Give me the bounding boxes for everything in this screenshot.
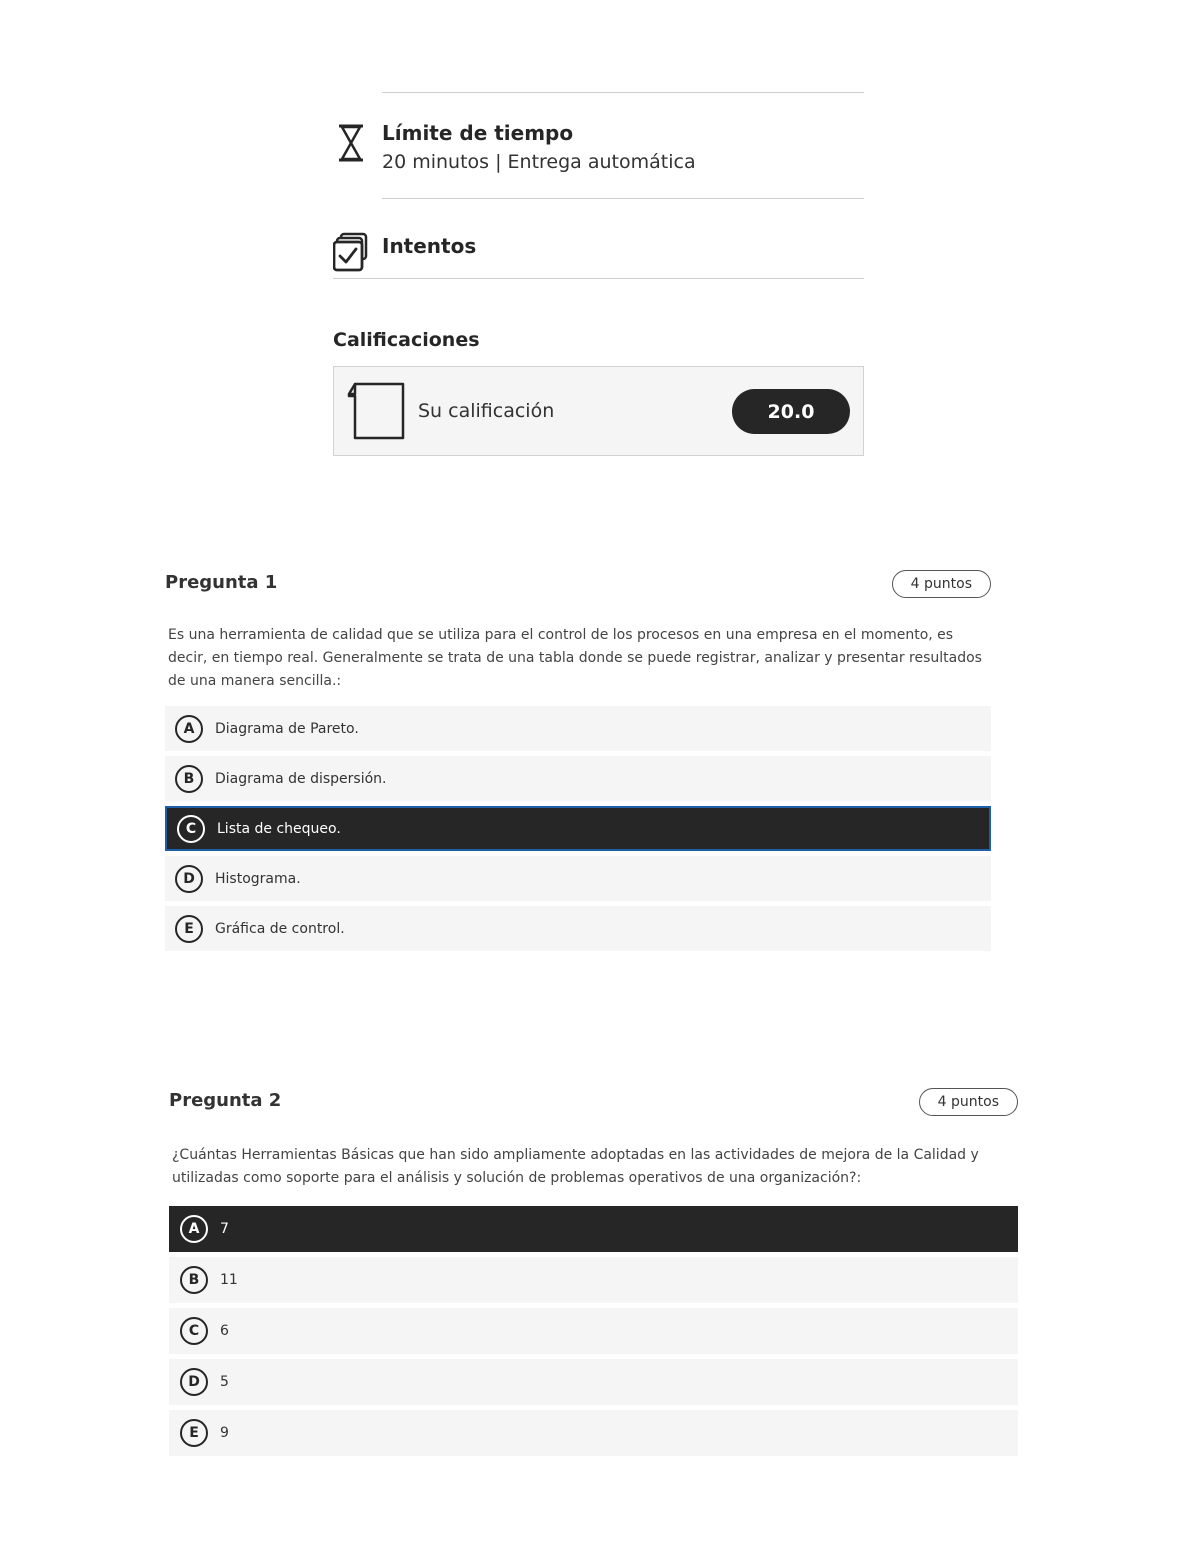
option-letter: C (177, 815, 205, 843)
grade-card (333, 366, 864, 456)
answer-options (165, 706, 991, 951)
question-header (165, 568, 991, 600)
answer-option-a[interactable] (169, 1206, 1018, 1252)
option-letter: D (175, 865, 203, 893)
answer-option-d[interactable] (165, 856, 991, 901)
answer-option-e[interactable] (169, 1410, 1018, 1456)
divider (333, 278, 864, 279)
option-text: 9 (220, 1425, 229, 1441)
answer-option-d[interactable] (169, 1359, 1018, 1405)
question-header (169, 1086, 1018, 1118)
time-limit-detail: 20 minutos | Entrega automática (382, 151, 696, 173)
grade-value-badge: 20.0 (732, 389, 850, 434)
answer-options (169, 1206, 1018, 1456)
attempts-row (382, 198, 864, 278)
attempts-title: Intentos (382, 234, 477, 258)
option-text: 5 (220, 1374, 229, 1390)
option-letter: A (175, 715, 203, 743)
grade-label: Su calificación (418, 400, 555, 422)
option-text: Diagrama de Pareto. (215, 720, 359, 737)
answer-option-a[interactable] (165, 706, 991, 751)
option-text: Gráfica de control. (215, 920, 345, 937)
answer-option-e[interactable] (165, 906, 991, 951)
option-letter: C (180, 1317, 208, 1345)
option-text: Diagrama de dispersión. (215, 770, 387, 787)
answer-option-b[interactable] (169, 1257, 1018, 1303)
answer-option-c[interactable] (169, 1308, 1018, 1354)
option-letter: D (180, 1368, 208, 1396)
option-text: Histograma. (215, 870, 301, 887)
question-text: ¿Cuántas Herramientas Básicas que han sido ampliamente adoptadas en las actividades de mejora de la Calidad y utilizadas como soporte para el análisis y solución de problemas operativos de una organización?: (172, 1147, 979, 1186)
question-text: Es una herramienta de calidad que se utiliza para el control de los procesos en una empresa en el momento, es decir, en tiempo real. Generalmente se trata de una tabla donde se puede registrar, analizar y presentar resultados de una manera sencilla.: (168, 627, 982, 689)
points-badge: 4 puntos (892, 570, 991, 598)
points-badge: 4 puntos (919, 1088, 1018, 1116)
document-icon (347, 382, 405, 440)
question-title: Pregunta 2 (169, 1090, 282, 1111)
quiz-info (333, 92, 864, 279)
question-title: Pregunta 1 (165, 572, 278, 593)
question-2 (169, 1086, 1018, 1461)
option-letter: E (175, 915, 203, 943)
question-1 (165, 568, 991, 956)
attempts-check-icon (333, 232, 369, 272)
option-text: 6 (220, 1323, 229, 1339)
answer-option-c[interactable] (165, 806, 991, 851)
time-limit-title: Límite de tiempo (382, 121, 574, 145)
answer-option-b[interactable] (165, 756, 991, 801)
option-text: 11 (220, 1272, 238, 1288)
option-letter: E (180, 1419, 208, 1447)
hourglass-icon (333, 123, 369, 163)
option-letter: B (175, 765, 203, 793)
option-letter: A (180, 1215, 208, 1243)
option-text: Lista de chequeo. (217, 820, 341, 837)
grades-heading: Calificaciones (333, 329, 480, 351)
option-text: 7 (220, 1221, 229, 1237)
option-letter: B (180, 1266, 208, 1294)
time-limit-row (382, 92, 864, 198)
